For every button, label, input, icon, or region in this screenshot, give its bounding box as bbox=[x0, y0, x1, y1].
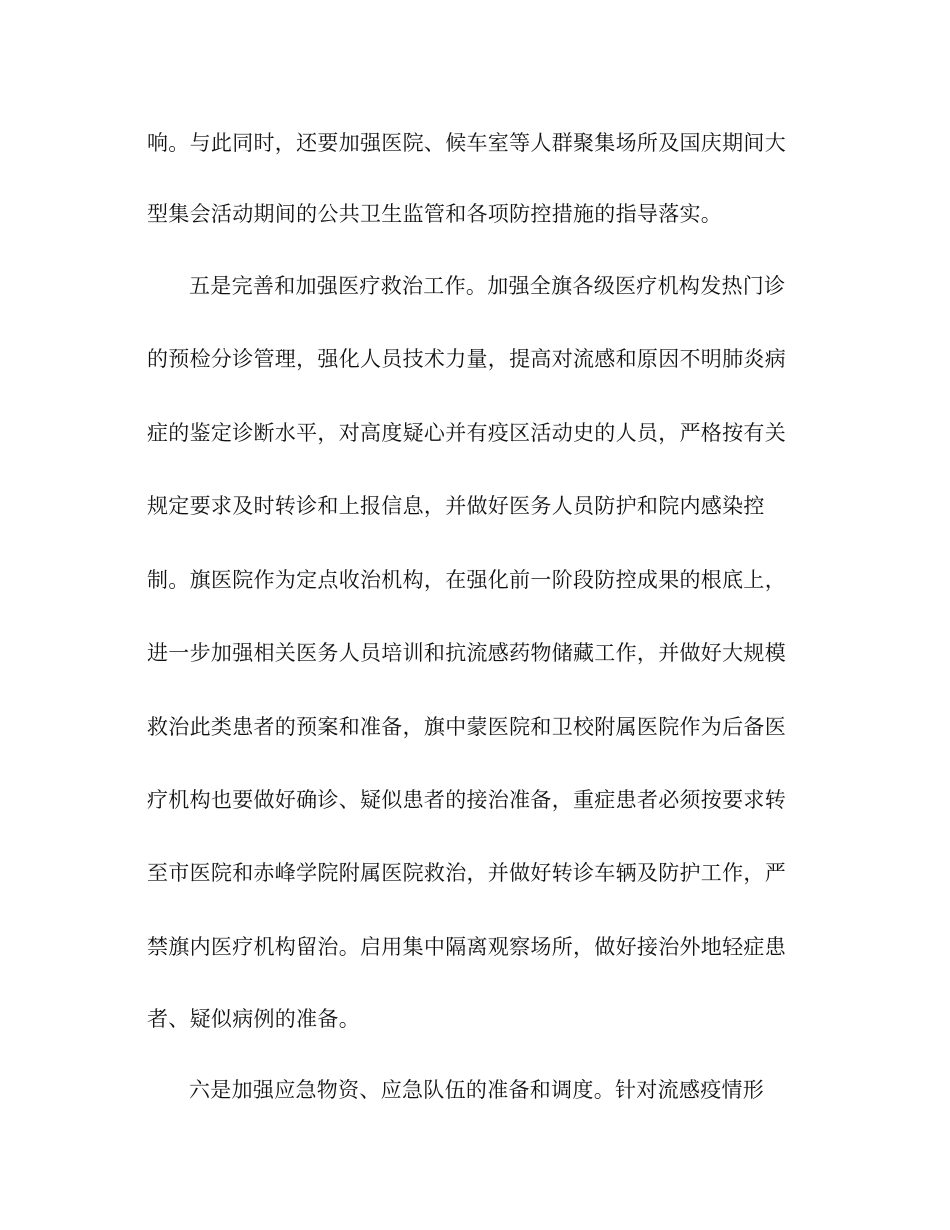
text-line: 至市医院和赤峰学院附属医院救治，并做好转诊车辆及防护工作，严 bbox=[147, 861, 786, 885]
paragraph-start-line: 五是完善和加强医疗救治工作。加强全旗各级医疗机构发热门诊 bbox=[189, 274, 786, 298]
text-line: 进一步加强相关医务人员培训和抗流感药物储藏工作，并做好大规模 bbox=[147, 641, 786, 665]
text-line: 救治此类患者的预案和准备，旗中蒙医院和卫校附属医院作为后备医 bbox=[147, 715, 786, 739]
text-line: 型集会活动期间的公共卫生监管和各项防控措施的指导落实。 bbox=[147, 202, 723, 226]
text-line: 疗机构也要做好确诊、疑似患者的接治准备，重症患者必须按要求转 bbox=[147, 788, 786, 812]
text-line: 者、疑似病例的准备。 bbox=[147, 1007, 360, 1031]
text-line: 的预检分诊管理，强化人员技术力量，提高对流感和原因不明肺炎病 bbox=[147, 347, 786, 371]
text-line: 响。与此同时，还要加强医院、候车室等人群聚集场所及国庆期间大 bbox=[147, 131, 786, 155]
paragraph-start-line: 六是加强应急物资、应急队伍的准备和调度。针对流感疫情形 bbox=[189, 1078, 765, 1102]
text-line: 规定要求及时转诊和上报信息，并做好医务人员防护和院内感染控 bbox=[147, 494, 765, 518]
text-line: 制。旗医院作为定点收治机构，在强化前一阶段防控成果的根底上， bbox=[147, 568, 786, 592]
text-line: 症的鉴定诊断水平，对高度疑心并有疫区活动史的人员，严格按有关 bbox=[147, 421, 786, 445]
text-line: 禁旗内医疗机构留治。启用集中隔离观察场所，做好接治外地轻症患 bbox=[147, 935, 786, 959]
